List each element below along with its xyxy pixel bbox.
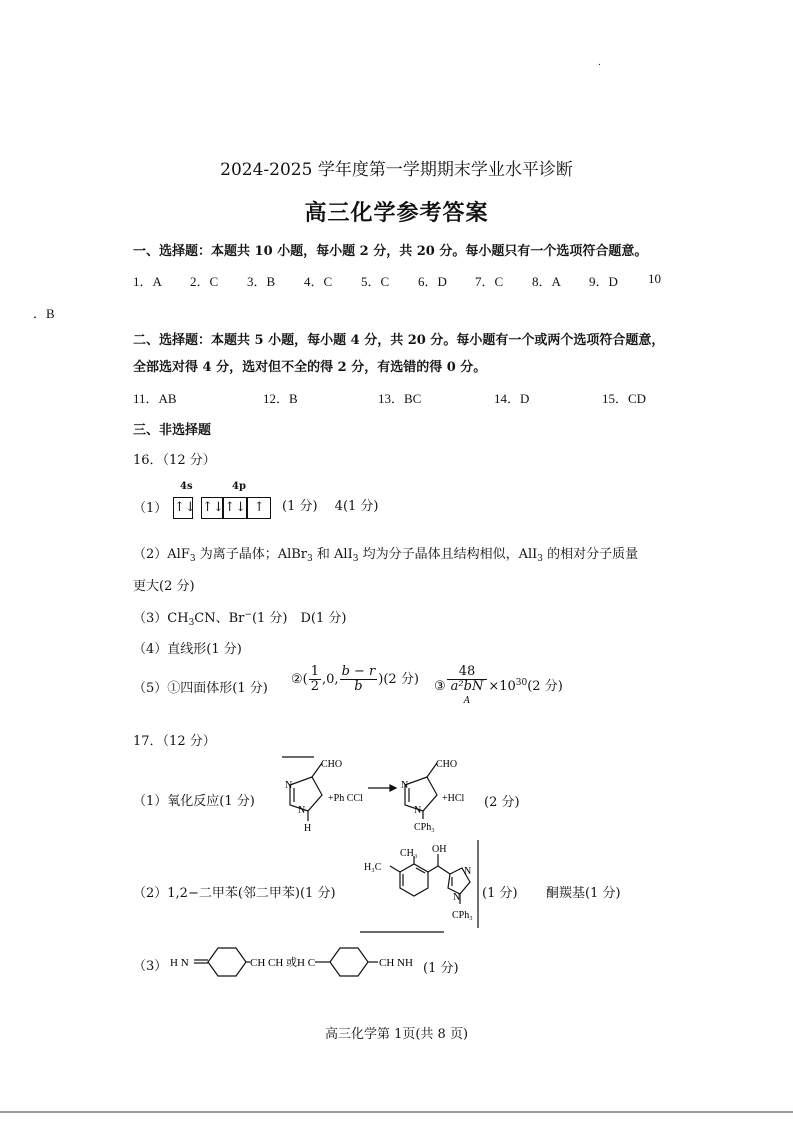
bond [428,866,438,872]
h-label: H [304,823,312,834]
section1-answer-wrap: ．B [33,306,55,321]
q17-part2-group: 酮羰基(1 分) [546,886,621,901]
density-suffix: (2 分) [527,679,563,694]
q16-part2-sub: 3 [352,554,359,564]
q16-part3-sub: 3 [188,618,195,628]
section1-answer: 9．D [589,274,618,289]
section2-answer: 12．B [263,391,298,406]
section1-answer: 3．B [247,274,276,289]
bond [438,866,450,874]
section1-answer: 4．C [304,274,333,289]
q16-part2-line1 [133,543,638,564]
structure-diagram [360,840,480,936]
cho-label: CHO [436,759,458,770]
orbital-4p-group [201,497,271,519]
fraction-b-r [340,665,378,694]
section1-answer: 6．D [418,274,447,289]
q16-part2-seg: 为离子晶体；AlBr [195,547,308,562]
reaction-scheme [280,755,480,837]
reagent-label: +Ph CCl [328,793,363,804]
orbital-box: ↑↓ [223,497,247,519]
fraction-numerator: b − r [341,664,376,679]
q17-title: 17．（12 分） [133,734,216,749]
fraction-numerator: 1 [310,664,320,679]
orbital-box: ↑ [247,497,271,519]
q17-part3-label: （3） [133,959,168,974]
coord-mid: ,0, [322,672,339,687]
n-label: N [285,780,293,791]
page-title: 高三化学参考答案 [304,200,489,226]
orbital-4s-label: 4s [180,481,193,492]
q16-part2-seg: 的相对分子质量 [543,547,639,562]
coord-prefix: ②( [291,672,308,687]
section2-heading-line2: 全部选对得 4 分，选对但不全的得 2 分，有选错的得 0 分。 [133,360,487,375]
q16-part2-seg: 和 AlI [312,547,353,562]
section1-answer: 1．A [133,274,162,289]
q16-part5-label: （5）①四面体形(1 分) [133,681,268,696]
corner-dot: . [598,58,601,68]
q16-part3-sup: − [244,610,252,620]
q17-part3-score: (1 分) [423,961,459,976]
bottom-divider [0,1111,793,1113]
q17-part1-score: (2 分) [484,795,520,810]
q16-part1-score: (1 分) 4(1 分) [282,499,379,514]
q16-part3-seg: CN、Br [194,611,245,626]
n-label: N [401,780,409,791]
q16-part5-coordinates [291,665,419,694]
orbital-4s-group [173,497,196,519]
density-prefix: ③ [434,679,446,694]
section1-answer: 7．C [475,274,504,289]
ch3-label: CH₃ [400,848,418,859]
q16-part2-sub: 3 [189,554,196,564]
p3-right-label: CH NH [379,957,413,969]
cho-label: CHO [321,759,343,770]
q17-part2-label: （2）1,2−二甲苯(邻二甲苯)(1 分) [133,886,336,901]
section1-heading: 一、选择题：本题共 10 小题，每小题 2 分，共 20 分。每小题只有一个选项符合题意。 [133,244,648,259]
n-label: N [464,866,472,877]
p3-left-label: H N [170,957,189,969]
q16-part4: （4）直线形(1 分) [133,642,242,657]
section2-heading-line1: 二、选择题：本题共 5 小题，每小题 4 分，共 20 分。每小题有一个或两个选项符合题意， [133,333,665,348]
cph3-label: CPh₃ [414,822,435,833]
q16-part3-seg: （3）CH [133,611,189,626]
orbital-box: ↑↓ [201,497,223,519]
benzene-ring [208,948,246,976]
benzene-ring [400,864,428,896]
q16-part3-seg: (1 分) D(1 分) [251,611,347,626]
oh-label: OH [432,844,447,855]
fraction-denominator [447,680,488,708]
imidazole-ring-left [290,777,322,811]
bond [390,866,400,872]
denominator-sub: A [463,696,471,706]
arrow-head [390,785,396,791]
n-label: N [453,892,461,903]
page-footer: 高三化学第 1页(共 8 页) [324,1027,469,1042]
fraction-half [309,665,321,694]
section1-answer: 10 [648,271,661,286]
fraction-denominator: 2 [310,679,320,694]
section3-heading: 三、非选择题 [133,423,212,438]
q16-part2-sub: 3 [307,554,313,564]
q16-part2-seg: 均为分子晶体且结构相似，AlI [358,547,538,562]
section2-answer: 14．D [494,391,530,406]
orbital-box: ↑↓ [173,497,193,519]
section2-answer: 13．BC [378,391,422,406]
q16-part2-sub: 3 [537,554,544,564]
fraction-denominator: b [354,679,363,694]
q17-part3-structures [168,942,428,984]
orbital-4p-label: 4p [232,481,246,492]
fraction-numerator: 48 [447,665,488,680]
cph3-label: CPh₃ [452,910,473,921]
q17-part1-label: （1）氧化反应(1 分) [133,794,255,809]
q17-part2-score: (1 分) [482,886,518,901]
q16-part1-label: （1） [133,501,168,516]
section1-answer: 8．A [532,274,561,289]
hcl-label: +HCl [442,793,465,804]
section2-answer: 11．AB [133,391,177,406]
density-times: ×10 [488,679,516,694]
section2-answer: 15．CD [602,391,647,406]
density-exponent: 30 [515,678,528,688]
q16-part3 [133,607,346,628]
orbital-diagram [173,497,271,519]
benzene-ring [330,948,368,976]
n-label: N [414,805,422,816]
q16-part2-line2: 更大(2 分) [133,579,195,594]
section1-answer: 2．C [190,274,219,289]
exam-title: 2024-2025 学年度第一学期期末学业水平诊断 [220,160,573,180]
coord-suffix: )(2 分) [378,672,419,687]
fraction-density [447,665,488,708]
n-label: N [298,805,306,816]
denominator-text: a²bN [450,679,484,694]
double-bond [416,868,425,873]
section1-answer: 5．C [361,274,390,289]
h3c-label: H₃C [364,862,382,873]
p3-mid-label: CH CH 或H C [250,957,316,969]
q16-part5-density [434,665,563,708]
q16-part2-seg: （2）AlF [133,547,190,562]
q16-title: 16．（12 分） [133,453,216,468]
